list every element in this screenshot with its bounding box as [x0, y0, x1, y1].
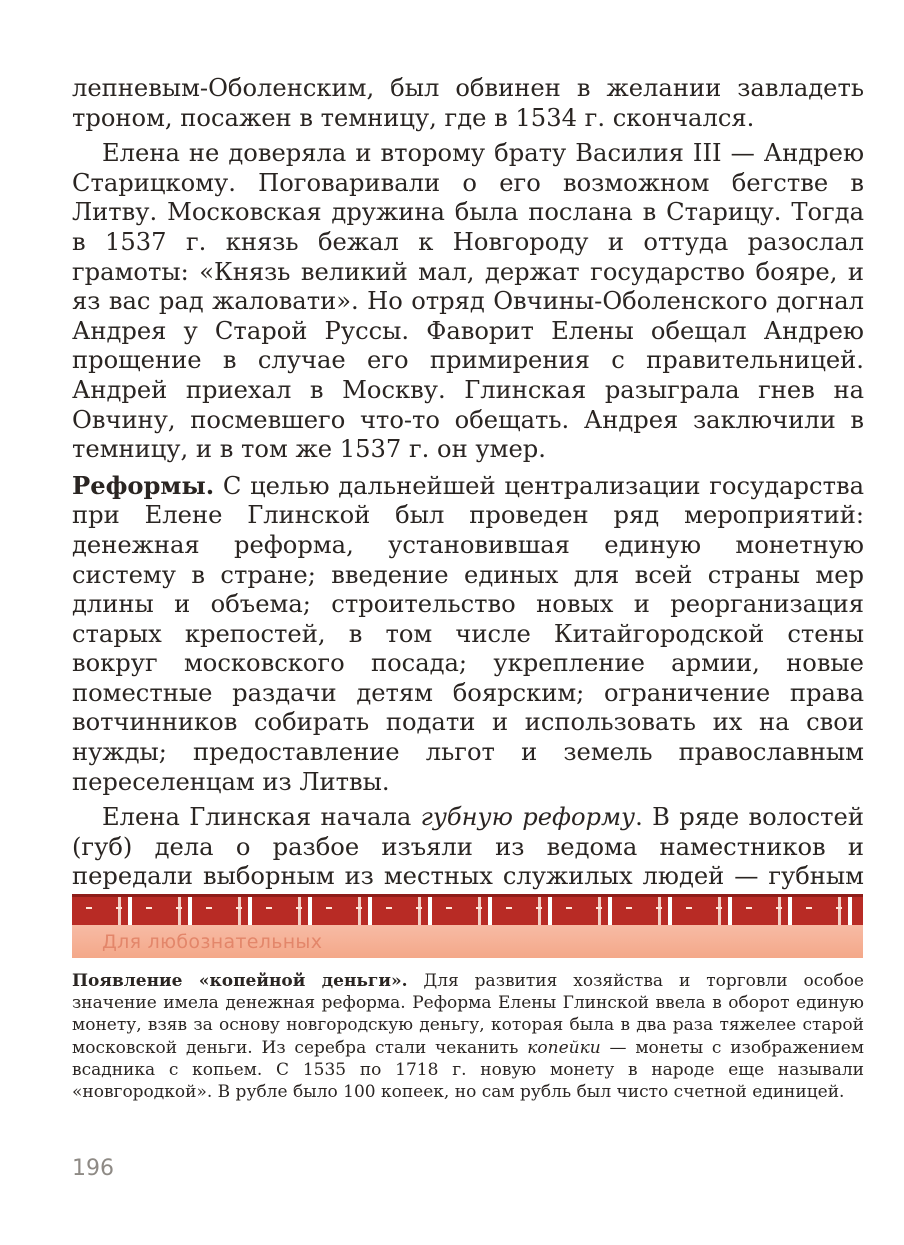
term-kopeyki: копейки [527, 1037, 601, 1058]
sidebar-paragraph [72, 970, 864, 1103]
sidebar-text-end: — монеты с изображением всадника с копьем. С 1535 по 1718 г. новую монету в народе еще называли «новгородкой». В рубле было 100 копеек, но сам рубль был чисто счетной единицей. [72, 1037, 864, 1103]
sidebar-heading: Появление «копейной деньги». [72, 971, 408, 991]
paragraph-3 [72, 471, 864, 798]
banner-label-bar [72, 925, 863, 958]
sidebar-text-start: Для развития хозяйства и торговли особое значение имела денежная реформа. Реформа Елены Глинской ввела в оборот единую монету, взяв за основу новгородскую деньгу, которая была в два раза тяжелее старой московской деньги. Из серебра стали чеканить [72, 971, 864, 1058]
page-number: 196 [72, 1156, 114, 1181]
main-text [72, 74, 864, 922]
term-gubnaya-reforma: губную реформу [420, 803, 636, 832]
sidebar-box [72, 970, 864, 1103]
reforms-heading: Реформы. [72, 470, 215, 500]
paragraph-4-end: . В ряде волостей (губ) дела о разбое изъяли из ведома наместников и передали выборным из местных служилых людей — губным [72, 803, 864, 891]
ornament-border [72, 894, 863, 925]
paragraph-2: Елена не доверяла и второму брату Василия III — Андрею Старицкому. Поговаривали о его возможном бегстве в Литву. Московская дружина была послана в Старицу. Тогда в 1537 г. князь бежал к Новгороду и оттуда разослал грамоты: «Князь великий мал, держат государство бояре, и яз вас рад жаловати». Но отряд Овчины-Оболенского догнал Андрея у Старой Руссы. Фаворит Елены обещал Андрею прощение в случае его примирения с правительницей. Андрей приехал в Москву. Глинская разыграла гнев на Овчину, посмевшего что-то обещать. Андрея заключили в темницу, и в том же 1537 г. он умер. [72, 139, 864, 464]
paragraph-4-start: Елена Глинская начала [102, 803, 421, 832]
paragraph-1: лепневым-Оболенским, был обвинен в желании завладеть троном, посажен в темницу, где в 1534 г. скончался. [72, 74, 864, 132]
sidebar-label: Для любознательных [102, 931, 323, 953]
sidebar-banner [72, 894, 863, 958]
reforms-text: С целью дальнейшей централизации государства при Елене Глинской был проведен ряд мероприятий: денежная реформа, установившая единую монетную систему в стране; введение единых для всей страны мер длины и объема; строительство новых и реорганизация старых крепостей, в том числе Китайгородской стены вокруг московского посада; укрепление армии, новые поместные раздачи детям боярским; ограничение права вотчинников собирать подати и использовать их на свои нужды; предоставление льгот и земель православным переселенцам из Литвы. [72, 471, 864, 796]
